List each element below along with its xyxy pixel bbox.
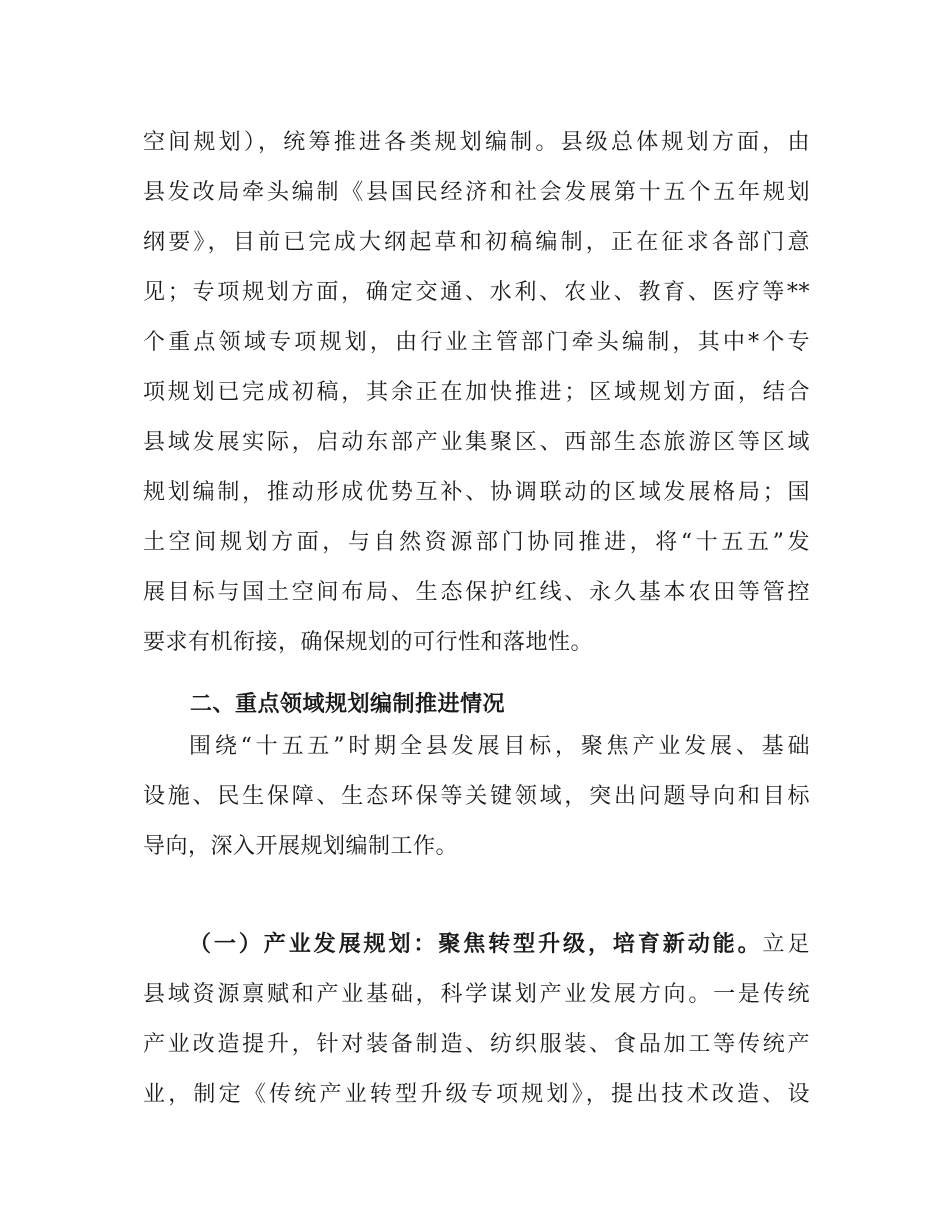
paragraph-line: 要求有机衔接，确保规划的可行性和落地性。 [143, 630, 594, 655]
paragraph-county-planning [143, 118, 810, 668]
paragraph-line: 项规划已完成初稿，其余正在加快推进；区域规划方面，结合 [143, 380, 810, 405]
paragraph-line: 县域发展实际，启动东部产业集聚区、西部生态旅游区等区域 [143, 430, 810, 455]
paragraph-line: 空间规划），统筹推进各类规划编制。县级总体规划方面，由 [143, 130, 810, 155]
paragraph-lead-line [143, 920, 810, 970]
subsection-title: （一）产业发展规划：聚焦转型升级，培育新动能。 [189, 932, 763, 957]
paragraph-line: 纲要》，目前已完成大纲起草和初稿编制，正在征求各部门意 [143, 230, 810, 255]
paragraph-line: 县域资源禀赋和产业基础，科学谋划产业发展方向。一是传统 [143, 982, 810, 1007]
paragraph-industry-planning [143, 920, 810, 1120]
paragraph-line: 产业改造提升，针对装备制造、纺织服装、食品加工等传统产 [143, 1032, 810, 1057]
paragraph-line: 围绕“十五五”时期全县发展目标，聚焦产业发展、基础 [189, 734, 810, 759]
paragraph-line: 规划编制，推动形成优势互补、协调联动的区域发展格局；国 [143, 480, 810, 505]
paragraph-line: 土空间规划方面，与自然资源部门协同推进，将“十五五”发 [143, 530, 810, 555]
paragraph-intro [143, 722, 810, 872]
paragraph-line: 见；专项规划方面，确定交通、水利、农业、教育、医疗等** [143, 280, 810, 305]
lead-rest-text: 立足 [762, 932, 810, 957]
paragraph-line: 业，制定《传统产业转型升级专项规划》，提出技术改造、设 [143, 1082, 810, 1107]
paragraph-line: 个重点领域专项规划，由行业主管部门牵头编制，其中*个专 [143, 330, 810, 355]
paragraph-line: 县发改局牵头编制《县国民经济和社会发展第十五个五年规划 [143, 180, 810, 205]
paragraph-line: 展目标与国土空间布局、生态保护红线、永久基本农田等管控 [143, 580, 810, 605]
section-heading: 二、重点领域规划编制推进情况 [190, 692, 506, 717]
paragraph-line: 设施、民生保障、生态环保等关键领域，突出问题导向和目标 [143, 784, 810, 809]
paragraph-line: 导向，深入开展规划编制工作。 [143, 834, 459, 859]
